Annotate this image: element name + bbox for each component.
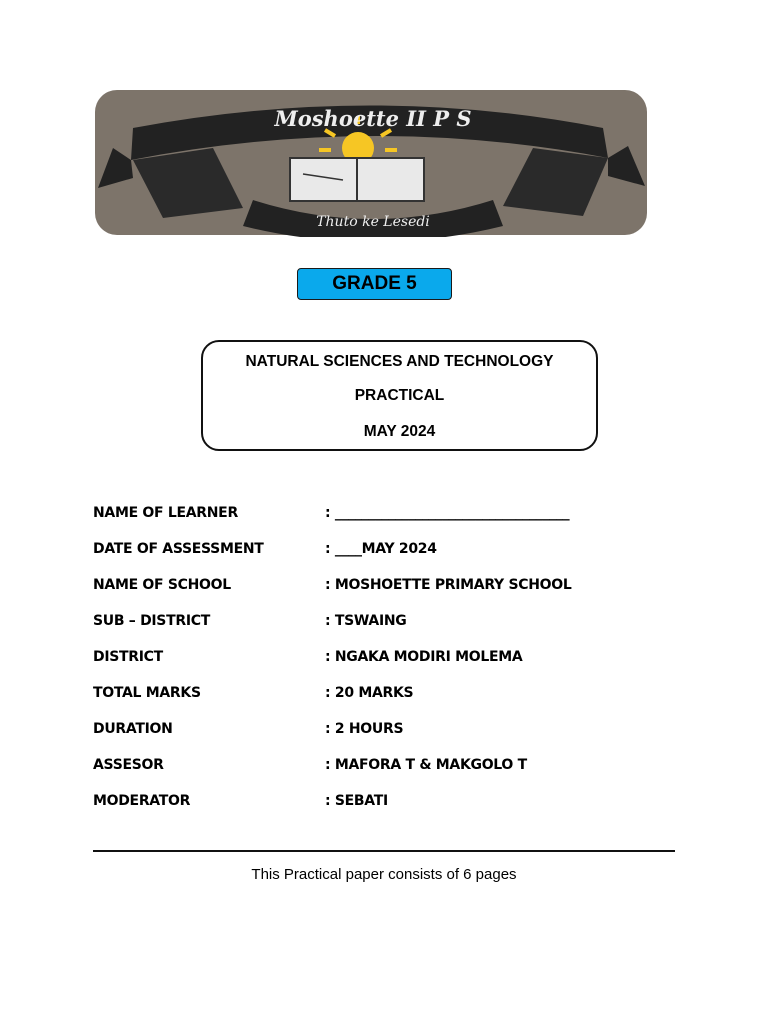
info-value: : TSWAING (325, 613, 407, 629)
info-label: DURATION (93, 721, 173, 737)
info-label: SUB – DISTRICT (93, 613, 210, 629)
info-row (93, 649, 693, 671)
info-value: : ____MAY 2024 (325, 541, 437, 557)
info-row (93, 757, 693, 779)
info-label: TOTAL MARKS (93, 685, 201, 701)
info-label: ASSESOR (93, 757, 164, 773)
info-value: : ___________________________________ (325, 505, 570, 521)
info-value: : MAFORA T & MAKGOLO T (325, 757, 527, 773)
logo-school-name: Moshoette II P S (274, 106, 472, 131)
info-label: MODERATOR (93, 793, 191, 809)
info-value: : MOSHOETTE PRIMARY SCHOOL (325, 577, 572, 593)
info-label: NAME OF SCHOOL (93, 577, 231, 593)
info-label: DISTRICT (93, 649, 163, 665)
info-value: : 20 MARKS (325, 685, 414, 701)
info-label: NAME OF LEARNER (93, 505, 238, 521)
school-logo (93, 88, 658, 237)
assessment-type: PRACTICAL (354, 387, 445, 404)
logo-motto: Thuto ke Lesedi (316, 214, 430, 230)
info-value: : NGAKA MODIRI MOLEMA (325, 649, 523, 665)
assessment-date: MAY 2024 (363, 423, 436, 440)
info-row (93, 577, 693, 599)
info-row (93, 721, 693, 743)
info-row (93, 505, 693, 527)
info-row (93, 613, 693, 635)
subject-title: NATURAL SCIENCES AND TECHNOLOGY (245, 353, 554, 370)
info-row (93, 541, 693, 563)
page-count-note: This Practical paper consists of 6 pages (251, 866, 517, 883)
info-value: : SEBATI (325, 793, 388, 809)
info-row (93, 685, 693, 707)
info-label: DATE OF ASSESSMENT (93, 541, 264, 557)
info-value: : 2 HOURS (325, 721, 404, 737)
divider-line (93, 850, 675, 852)
grade-badge: GRADE 5 (297, 268, 452, 300)
info-row (93, 793, 693, 815)
title-box (201, 340, 598, 451)
